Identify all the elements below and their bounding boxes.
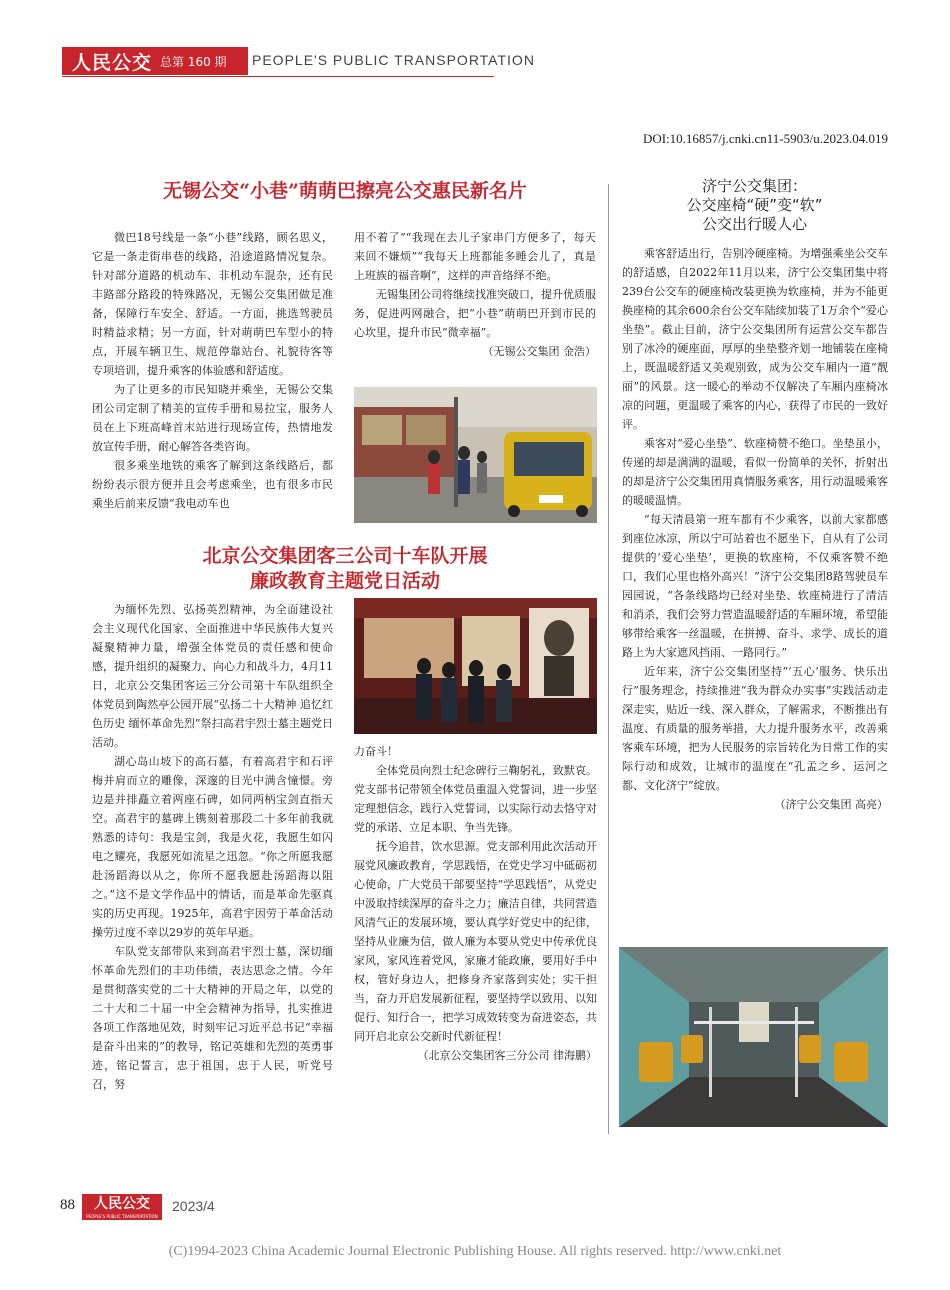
article2-paragraph: 车队党支部带队来到高君宇烈士墓，深切缅怀革命先烈们的丰功伟绩，表达思念之情。今年是贯彻落实党的二十大精神的开局之年，以党的二十大和二十届一中全会精神为指导，扎实推进各项工作落地见效，时刻牢记习近平总书记“幸福是奋斗出来的”的教导，铭记英雄和先烈的英勇事迹，铭记誓言，忠于祖国，忠于人民，听党号召，努 bbox=[92, 945, 333, 1091]
article2-title-line2: 廉政教育主题党日活动 bbox=[249, 570, 440, 592]
article3-title-line2: 公交座椅“硬”变“软” bbox=[686, 196, 823, 214]
article3-body bbox=[622, 244, 888, 814]
doi: DOI:10.16857/j.cnki.cn11-5903/u.2023.04.019 bbox=[642, 131, 888, 146]
article3-title-line1: 济宁公交集团： bbox=[701, 177, 807, 195]
article2-paragraph: 湖心岛山坡下的高石墓，有着高君宇和石评梅并肩而立的雕像，深邃的目光中满含憧憬。旁边是并排矗立着两座石碑，如同两柄宝剑直指天空。高君宇的墓碑上镌刻着那段二十多年前我就熟悉的诗句：我是宝剑，我是火花，我愿生如闪电之耀亮，我愿死如流星之迅忽。“你之所愿我愿赴汤蹈海以从之，你所不愿我愿赴汤蹈海以阻之。”这不是文学作品中的情话，而是革命先驱真实的历史再现。1925年，高君宇因劳于革命活动操劳过度不幸以29岁的英年早逝。 bbox=[92, 755, 333, 939]
article3-paragraph: 近年来，济宁公交集团坚持“‘五心’服务、快乐出行”服务理念，持续推进“我为群众办实事”实践活动走深走实，贴近一线、深入群众，了解需求，不断推出有温度、有质量的服务举措，大力提升服务水平，改善乘客乘车环境，把为人民服务的宗旨转化为日常工作的实际行动和成效，让城市的温度在“孔孟之乡、运河之都、文化济宁”绽放。 bbox=[622, 665, 888, 792]
footer-magazine-name: 人民公交 bbox=[94, 1196, 150, 1212]
issue-number: 总第 160 期 bbox=[160, 54, 227, 69]
footer-magazine-english: PEOPLE'S PUBLIC TRANSPORTATION bbox=[86, 1214, 158, 1219]
column-divider bbox=[608, 184, 609, 1134]
page-number: 88 bbox=[60, 1197, 75, 1213]
photo-bus-interior bbox=[619, 947, 888, 1127]
issue-date: 2023/4 bbox=[172, 1198, 215, 1214]
photo-minibus-station bbox=[354, 387, 597, 523]
article1-title: 无锡公交“小巷”萌萌巴擦亮公交惠民新名片 bbox=[163, 180, 527, 202]
magazine-name: 人民公交 bbox=[72, 51, 153, 74]
article2-column2 bbox=[354, 742, 597, 1065]
article1-column1 bbox=[92, 228, 333, 513]
copyright-notice: (C)1994-2023 China Academic Journal Electronic Publishing House. All rights reserved. http://www.cnki.net bbox=[168, 1244, 782, 1259]
article2-title-line1: 北京公交集团客三公司十车队开展 bbox=[202, 545, 488, 567]
article1-column2 bbox=[354, 228, 596, 361]
article3-signature: （济宁公交集团 高亮） bbox=[774, 798, 888, 811]
article2-signature: （北京公交集团客三分公司 律海鹏） bbox=[417, 1049, 597, 1062]
magazine-header-badge bbox=[62, 47, 248, 75]
article1-paragraph: 很多乘坐地铁的乘客了解到这条线路后，都纷纷表示很方便并且会考虑乘坐，也有很多市民乘坐后前来反馈“我电动车也 bbox=[92, 459, 333, 510]
article3-paragraph: “每天清晨第一班车都有不少乘客，以前大家都感到座位冰凉，所以宁可站着也不愿坐下，自从有了公司提供的‘爱心坐垫’，更换的软座椅，不仅乘客赞不绝口，我们心里也格外高兴！”济宁公交集团8路驾驶员车园园说，“各条线路均已经对坐垫、软座椅进行了清洁和消杀，我们会努力营造温暖舒适的车厢环境，希望能够带给乘客一丝温暖，在拼搏、奋斗、求学、成长的道路上为大家遮风挡雨、一路同行。” bbox=[622, 513, 888, 659]
header-rule bbox=[62, 76, 494, 77]
article2-paragraph: 为缅怀先烈、弘扬英烈精神，为全面建设社会主义现代化国家、全面推进中华民族伟大复兴凝聚精神力量，增强全体党员的责任感和使命感，提升组织的凝聚力、向心力和战斗力，4月11日，北京公交集团客运三分公司第十车队组织全体党员到陶然亭公园开展“弘扬二十大精神 追忆红色历史 缅怀革命先烈”祭扫高君宇烈士墓主题党日活动。 bbox=[92, 603, 333, 749]
article3-title bbox=[622, 177, 887, 234]
photo-memorial-hall bbox=[354, 598, 597, 734]
article1-signature: （无锡公交集团 金浩） bbox=[482, 345, 596, 358]
footer-magazine-badge bbox=[82, 1194, 162, 1220]
article2-paragraph: 全体党员向烈士纪念碑行三鞠躬礼，致默哀。党支部书记带领全体党员重温入党誓词，进一步坚定理想信念，践行入党誓词，以实际行动去恪守对党的承诺、立足本职、争当先锋。 bbox=[354, 764, 597, 834]
article2-paragraph: 力奋斗！ bbox=[354, 745, 398, 758]
article3-paragraph: 乘客对“爱心坐垫”、软座椅赞不绝口。坐垫虽小，传递的却是满满的温暖，看似一份简单的关怀，折射出的却是济宁公交集团用真情服务乘客，用行动温暖乘客的暖暖温情。 bbox=[622, 437, 888, 507]
article1-paragraph: 微巴18号线是一条“小巷”线路，顾名思义，它是一条走街串巷的线路，沿途道路情况复杂。针对部分道路的机动车、非机动车混杂，还有民丰路部分路段的特殊路况，无锡公交集团做足准备，保障行车安全、舒适。一方面，挑选驾驶员时精益求精；另一方面，针对萌萌巴车型小的特点，开展车辆卫生、规范停靠站台、礼貌待客等专项培训，提升乘客的体验感和舒适度。 bbox=[92, 231, 333, 377]
magazine-english-title: PEOPLE'S PUBLIC TRANSPORTATION bbox=[252, 52, 535, 68]
article2-title bbox=[92, 544, 598, 594]
article3-paragraph: 乘客舒适出行，告别冷硬座椅。为增强乘坐公交车的舒适感，自2022年11月以来，济宁公交集团集中将239台公交车的硬座椅改装更换为软座椅，并为不能更换座椅的其余600余台公交车陆续加装了1万余个“爱心坐垫”。截止目前，济宁公交集团所有运营公交车都告别了冰冷的硬座面，厚厚的坐垫整齐划一地铺装在座椅上，既温暖舒适又美观别致，成为公交车厢内一道“靓丽”的风景。这一暖心的举动不仅解决了车厢内座椅冰凉的问题，更温暖了乘客的内心，获得了市民的一致好评。 bbox=[622, 247, 888, 431]
article3-title-line3: 公交出行暖人心 bbox=[701, 215, 807, 233]
article2-column1 bbox=[92, 600, 333, 1094]
article1-paragraph: 无锡集团公司将继续找准突破口，提升优质服务，促进两网融合，把“小巷”萌萌巴开到市民的心坎里，提升市民“微幸福”。 bbox=[354, 288, 596, 339]
article1-paragraph: 为了让更多的市民知晓并乘坐，无锡公交集团公司定制了精美的宣传手册和易拉宝，服务人员在上下班高峰首末站进行现场宣传，热情地发放宣传手册，耐心解答各类咨询。 bbox=[92, 383, 333, 453]
article1-paragraph: 用不着了”“我现在去儿子家串门方便多了，每天来回不嫌烦”“我每天上班都能多睡会儿了，真是上班族的福音啊”，这样的声音络绎不绝。 bbox=[354, 231, 596, 282]
article2-paragraph: 抚今追昔，饮水思源。党支部利用此次活动开展党风廉政教育，学思践悟，在党史学习中砥砺初心使命，广大党员干部要坚持“学思践悟”，从党史中汲取持续深厚的奋斗之力；廉洁自律，共同营造风清气正的发展环境，要认真学好党史中的纪律，坚持从业廉为信，做人廉为本要从党史中传承优良家风，家风连着党风，家廉才能政廉，要用好手中权，管好身边人，把修身齐家落到实处；实干担当，奋力开启发展新征程，要坚持学以致用、以知促行、知行合一，把学习成效转变为奋进姿态，共同开启北京公交新时代新征程！ bbox=[354, 840, 597, 1043]
